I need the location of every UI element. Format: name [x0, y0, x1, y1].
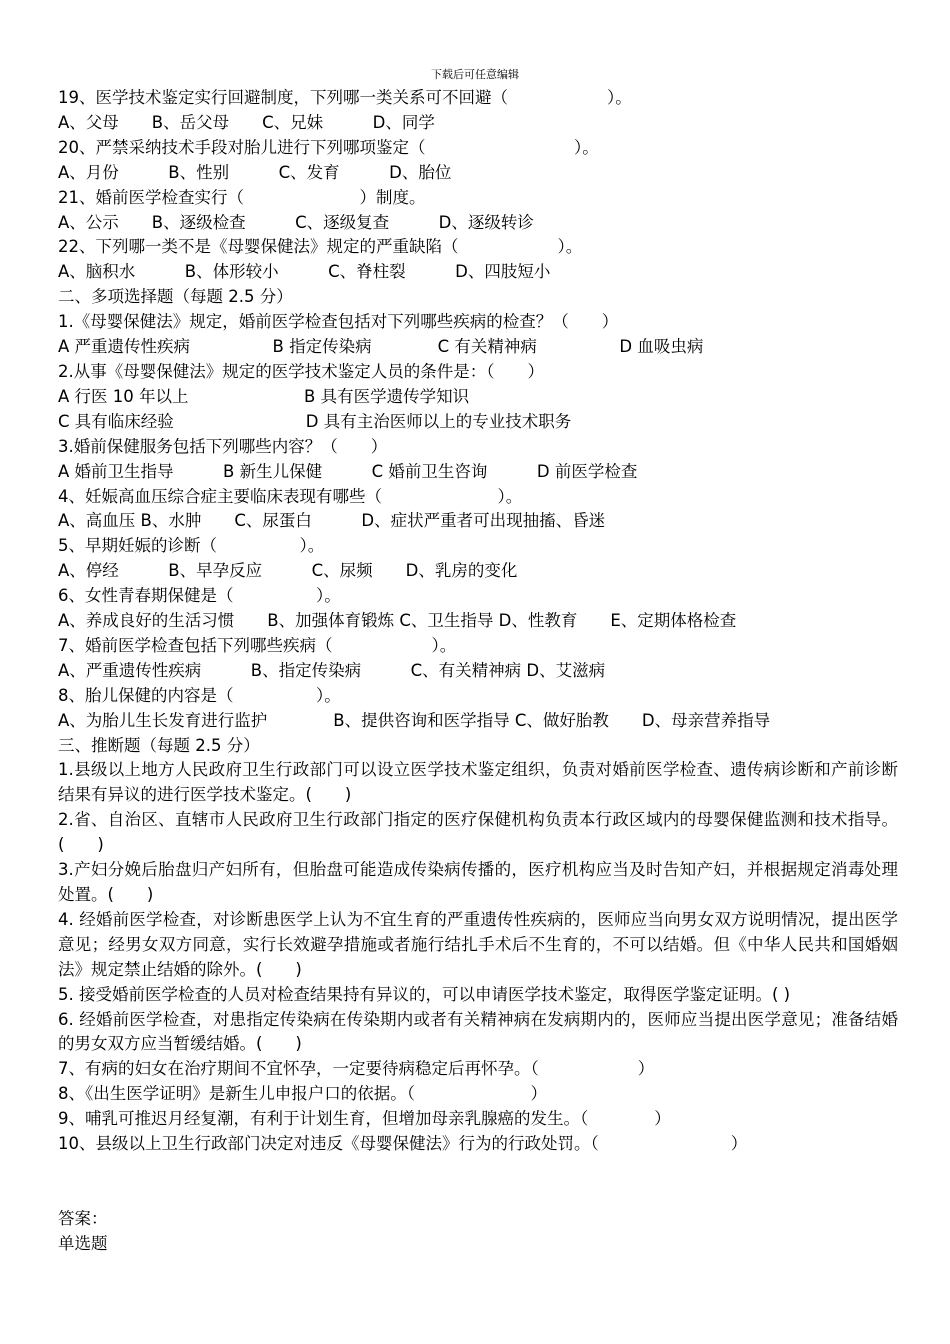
answers-label: 答案：: [58, 1208, 108, 1228]
multi-question-4: 4、妊娠高血压综合症主要临床表现有哪些（ ）。: [58, 486, 523, 506]
multi-question-8: 8、胎儿保健的内容是（ ）。: [58, 685, 341, 705]
multi-question-5-options: A、停经 B、早孕反应 C、尿频 D、乳房的变化: [58, 561, 518, 581]
question-19: 19、医学技术鉴定实行回避制度，下列哪一类关系可不回避（ ）。: [58, 88, 632, 107]
multi-question-3: 3.婚前保健服务包括下列哪些内容？（ ）: [58, 436, 388, 456]
multi-question-1: 1.《母婴保健法》规定，婚前医学检查包括对下列哪些疾病的检查？（ ）: [58, 312, 619, 332]
multi-question-6-options: A、养成良好的生活习惯 B、加强体育锻炼 C、卫生指导 D、性教育 E、定期体格检查: [58, 611, 737, 631]
multi-question-7: 7、婚前医学检查包括下列哪些疾病（ ）。: [58, 635, 457, 655]
multi-question-2: 2.从事《母婴保健法》规定的医学技术鉴定人员的条件是：（ ）: [58, 361, 544, 381]
judgment-1: 1.县级以上地方人民政府卫生行政部门可以设立医学技术鉴定组织，负责对婚前医学检查、遗传病诊断和产前诊断结果有异议的进行医学技术鉴定。( ): [58, 760, 898, 805]
multi-question-3-options: A 婚前卫生指导 B 新生儿保健 C 婚前卫生咨询 D 前医学检查: [58, 461, 638, 481]
judgment-3: 3.产妇分娩后胎盘归产妇所有，但胎盘可能造成传染病传播的，医疗机构应当及时告知产妇，并根据规定消毒处理处置。( ): [58, 860, 898, 904]
question-22-options: A、脑积水 B、体形较小 C、脊柱裂 D、四肢短小: [58, 262, 551, 282]
judgment-9: 9、哺乳可推迟月经复潮，有利于计划生育，但增加母亲乳腺癌的发生。（ ）: [58, 1109, 671, 1129]
page-header: 下载后可任意编辑: [431, 68, 519, 81]
multi-question-8-options: A、为胎儿生长发育进行监护 B、提供咨询和医学指导 C、做好胎教 D、母亲营养指导: [58, 710, 771, 730]
multi-question-6: 6、女性青春期保健是（ ）。: [58, 586, 341, 606]
multi-question-4-options: A、高血压 B、水肿 C、尿蛋白 D、症状严重者可出现抽搐、昏迷: [58, 511, 606, 531]
question-19-options: A、父母 B、岳父母 C、兄妹 D、同学: [58, 112, 435, 132]
judgment-10: 10、县级以上卫生行政部门决定对违反《母婴保健法》行为的行政处罚。（ ）: [58, 1134, 748, 1154]
document-body: [58, 86, 898, 1257]
judgment-4: 4. 经婚前医学检查，对诊断患医学上认为不宜生育的严重遗传性疾病的，医师应当向男女双方说明情况，提出医学意见；经男女双方同意，实行长效避孕措施或者施行结扎手术后不生育的，不可以结婚。但《中华人民共和国婚姻法》规定禁止结婚的除外。( ): [58, 909, 898, 979]
multi-question-2-options-cd: C 具有临床经验 D 具有主治医师以上的专业技术职务: [58, 411, 572, 431]
section-judgment-heading: 三、推断题（每题 2.5 分）: [58, 735, 260, 755]
multi-question-7-options: A、严重遗传性疾病 B、指定传染病 C、有关精神病 D、艾滋病: [58, 660, 606, 680]
question-21: 21、婚前医学检查实行（ ）制度。: [58, 187, 426, 207]
judgment-8: 8、《出生医学证明》是新生儿申报户口的依据。（ ）: [58, 1084, 547, 1104]
judgment-7: 7、有病的妇女在治疗期间不宜怀孕，一定要待病稳定后再怀孕。（ ）: [58, 1059, 655, 1079]
judgment-2: 2.省、自治区、直辖市人民政府卫生行政部门指定的医疗保健机构负责本行政区域内的母婴保健监测和技术指导。( ): [58, 810, 898, 855]
judgment-6: 6. 经婚前医学检查，对患指定传染病在传染期内或者有关精神病在发病期内的，医师应当提出医学意见；准备结婚的男女双方应当暂缓结婚。( ): [58, 1009, 898, 1054]
multi-question-1-options: A 严重遗传性疾病 B 指定传染病 C 有关精神病 D 血吸虫病: [58, 337, 704, 357]
blank-space: [58, 1157, 898, 1207]
question-21-options: A、公示 B、逐级检查 C、逐级复查 D、逐级转诊: [58, 212, 534, 232]
question-20: 20、严禁采纳技术手段对胎儿进行下列哪项鉴定（ ）。: [58, 137, 599, 157]
multi-question-5: 5、早期妊娠的诊断（ ）。: [58, 536, 325, 556]
question-20-options: A、月份 B、性别 C、发育 D、胎位: [58, 162, 452, 182]
judgment-5: 5. 接受婚前医学检查的人员对检查结果持有异议的，可以申请医学技术鉴定，取得医学鉴定证明。( ): [58, 984, 791, 1004]
single-choice-label: 单选题: [58, 1233, 108, 1253]
question-22: 22、下列哪一类不是《母婴保健法》规定的严重缺陷（ ）。: [58, 237, 583, 257]
section-multiple-choice-heading: 二、多项选择题（每题 2.5 分）: [58, 287, 293, 307]
multi-question-2-options-ab: A 行医 10 年以上 B 具有医学遗传学知识: [58, 386, 470, 406]
